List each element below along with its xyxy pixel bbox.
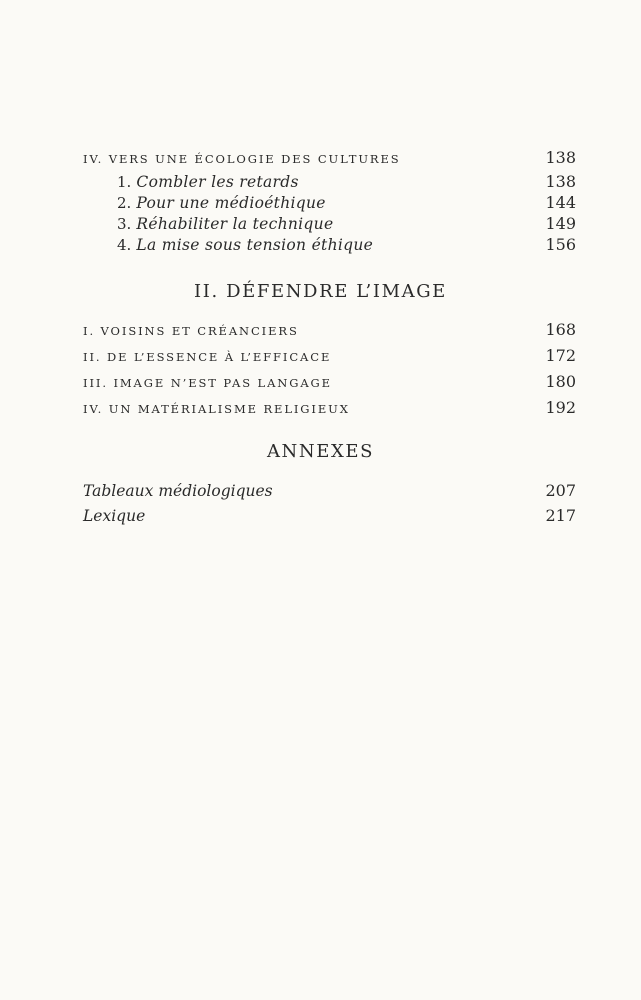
page-number: 207 — [545, 481, 576, 500]
subsection-number: 4. — [117, 236, 132, 254]
page-number: 180 — [545, 372, 576, 391]
subsection-number: 3. — [117, 215, 132, 233]
page-number: 172 — [545, 346, 576, 365]
chapter-title: IV. UN MATÉRIALISME RELIGIEUX — [83, 402, 350, 416]
toc-chapter-entry — [83, 146, 576, 168]
toc-chapter-entry — [83, 396, 576, 418]
toc-subsection-entry — [117, 233, 576, 255]
subsection-number: 2. — [117, 194, 132, 212]
annex-title: Lexique — [83, 507, 146, 525]
toc-annex-entry — [83, 504, 576, 526]
toc-chapter-entry — [83, 318, 576, 340]
chapter-title: II. DE L’ESSENCE À L’EFFICACE — [83, 350, 332, 364]
subsection-number: 1. — [117, 173, 132, 191]
annexes-heading: ANNEXES — [266, 441, 375, 462]
toc-subsection-entry — [117, 170, 576, 192]
toc-subsection-entry — [117, 212, 576, 234]
annex-title: Tableaux médiologiques — [83, 482, 273, 500]
chapter-title: IV. VERS UNE ÉCOLOGIE DES CULTURES — [83, 152, 401, 166]
page-number: 138 — [545, 172, 576, 191]
toc-subsection-entry — [117, 191, 576, 213]
part-heading: II. DÉFENDRE L’IMAGE — [194, 281, 447, 302]
page-number: 217 — [545, 506, 576, 525]
subsection-title: La mise sous tension éthique — [136, 236, 374, 254]
toc-chapter-entry — [83, 344, 576, 366]
toc-chapter-entry — [83, 370, 576, 392]
chapter-title: I. VOISINS ET CRÉANCIERS — [83, 324, 299, 338]
page-number: 168 — [545, 320, 576, 339]
page-number: 149 — [545, 214, 576, 233]
page-number: 138 — [545, 148, 576, 167]
subsection-title: Combler les retards — [136, 173, 299, 191]
chapter-title: III. IMAGE N’EST PAS LANGAGE — [83, 376, 332, 390]
toc-annex-entry — [83, 479, 576, 501]
subsection-title: Réhabiliter la technique — [136, 215, 334, 233]
page-number: 156 — [545, 235, 576, 254]
page-number: 192 — [545, 398, 576, 417]
subsection-title: Pour une médioéthique — [136, 194, 326, 212]
page-number: 144 — [545, 193, 576, 212]
